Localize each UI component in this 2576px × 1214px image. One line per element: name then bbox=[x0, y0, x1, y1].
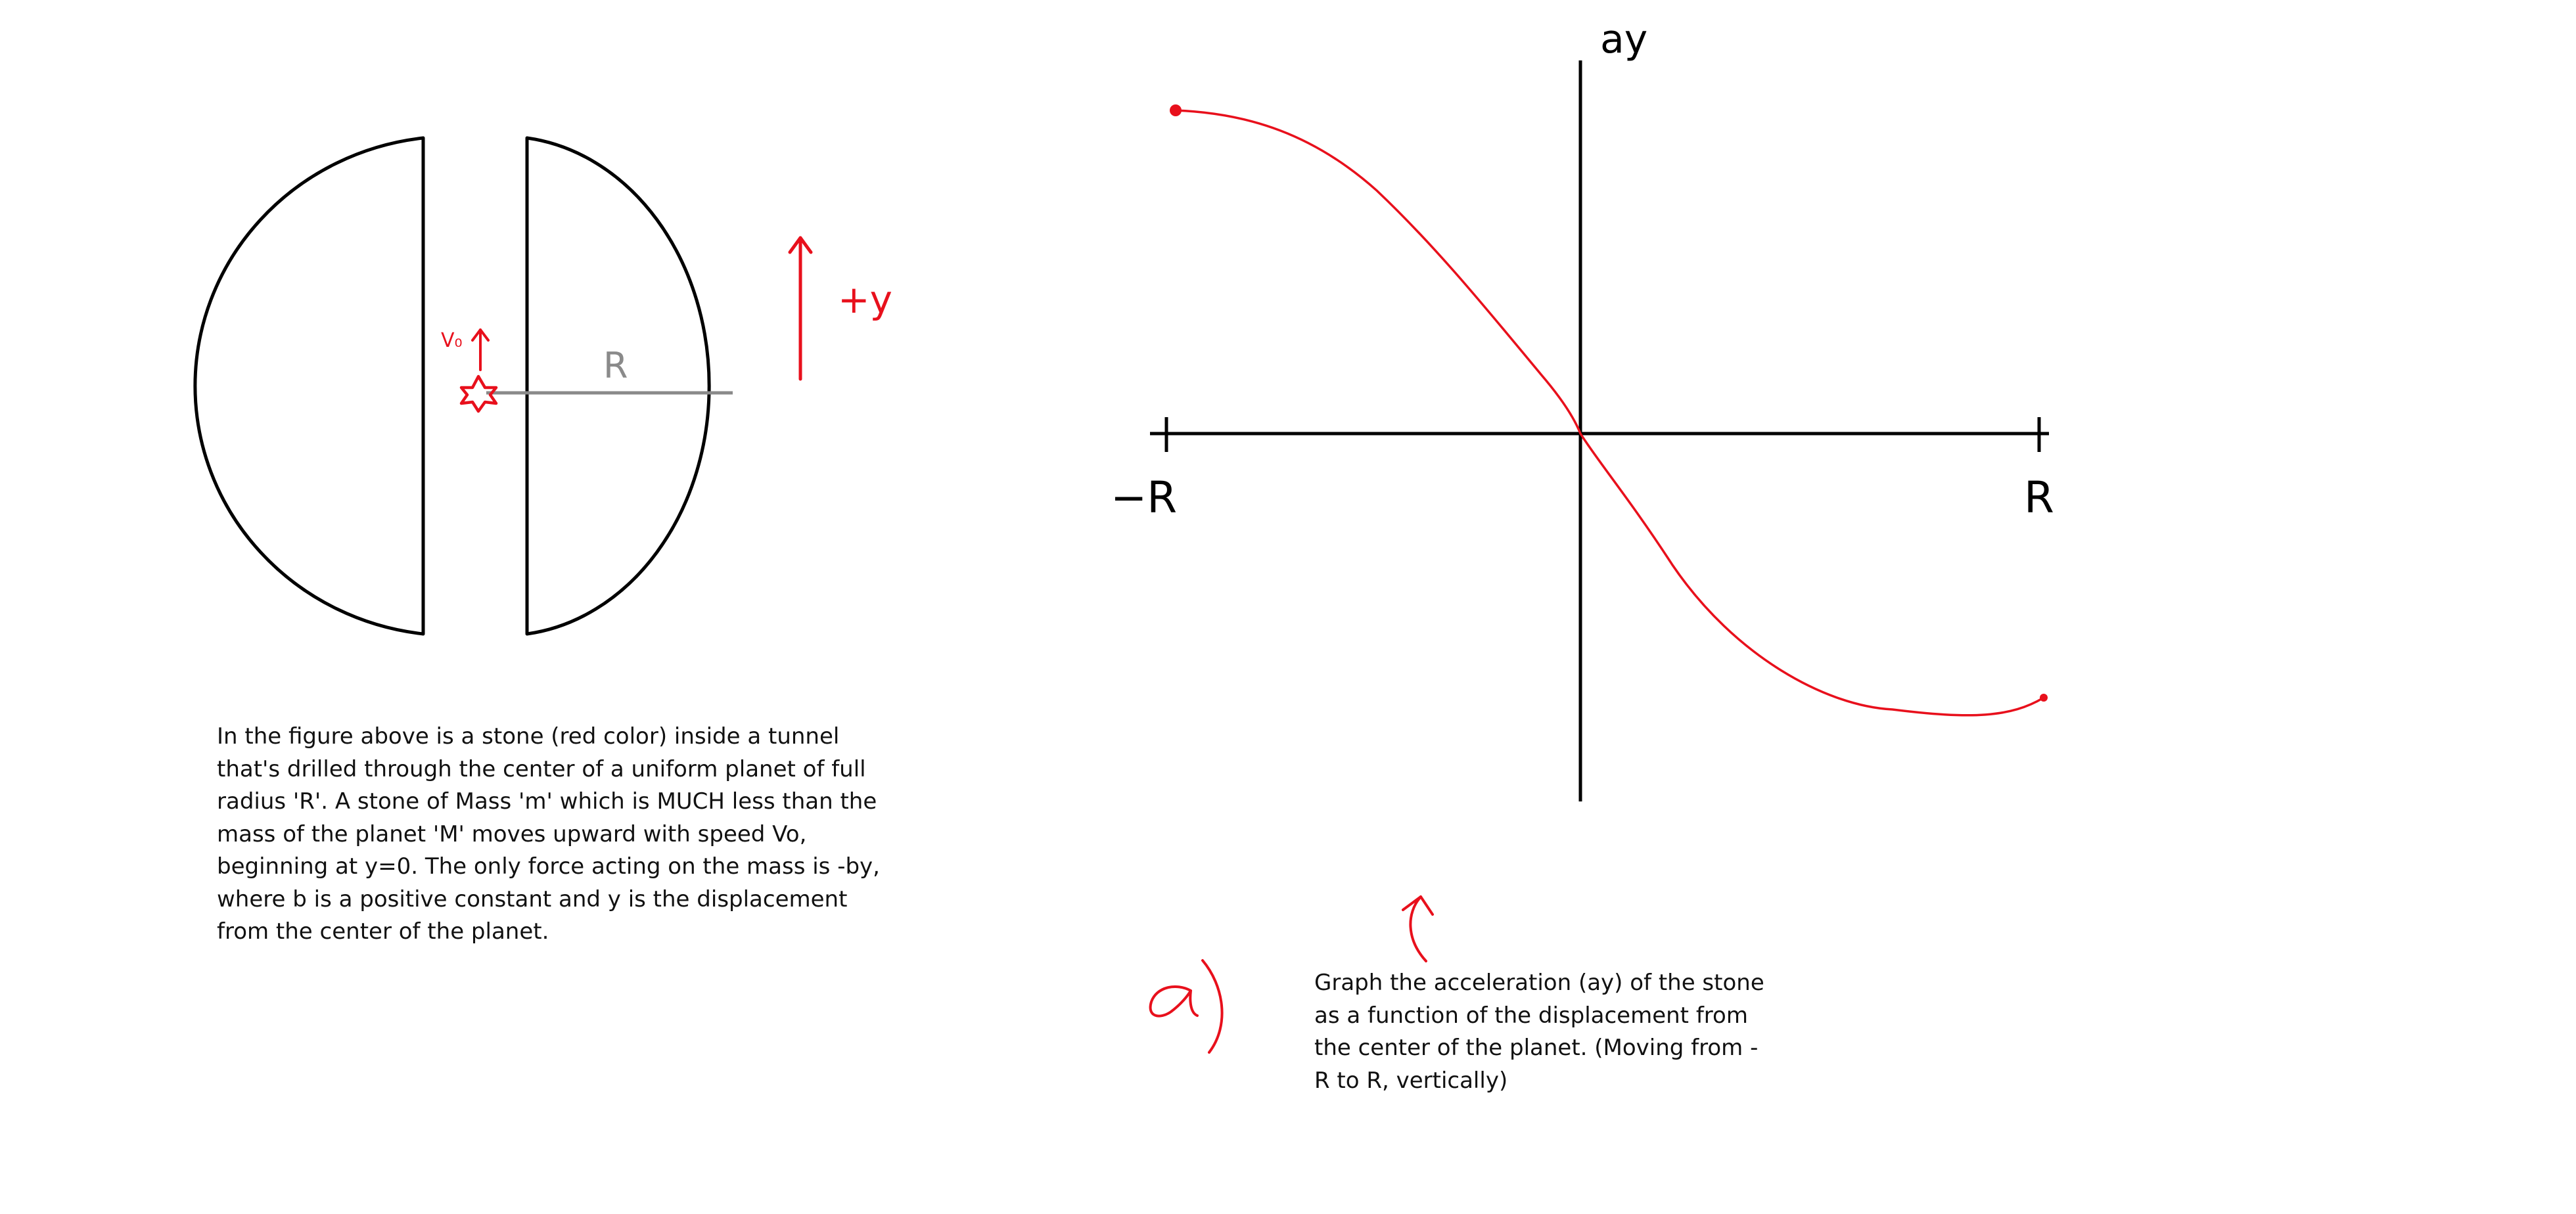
y-axis-label: ay bbox=[1600, 16, 1648, 62]
part-label bbox=[1143, 960, 1222, 1052]
x-max-label: R bbox=[2024, 472, 2054, 523]
y-direction-arrow bbox=[790, 238, 811, 379]
velocity-label: V₀ bbox=[441, 329, 463, 352]
velocity-arrow bbox=[472, 330, 488, 370]
planet-left-half bbox=[195, 138, 423, 634]
acceleration-curve bbox=[1175, 110, 2044, 715]
text-line: from the center of the planet. bbox=[217, 918, 549, 945]
text-line: that's drilled through the center of a uniform planet of full bbox=[217, 755, 866, 782]
direction-label: +y bbox=[838, 277, 892, 322]
text-line: the center of the planet. (Moving from - bbox=[1314, 1035, 1759, 1061]
task-statement bbox=[1314, 967, 1764, 1097]
annotation-arrow bbox=[1403, 897, 1433, 961]
star-icon bbox=[461, 376, 496, 411]
planet-diagram bbox=[195, 138, 892, 634]
radius-label: R bbox=[603, 345, 628, 386]
x-min-label: −R bbox=[1111, 472, 1178, 523]
text-line: Graph the acceleration (ay) of the stone bbox=[1314, 970, 1764, 996]
curve-start-dot bbox=[1170, 104, 1182, 116]
curve-end-dot bbox=[2040, 694, 2048, 702]
acceleration-graph bbox=[1111, 16, 2054, 801]
text-line: beginning at y=0. The only force acting on the mass is -by, bbox=[217, 853, 880, 880]
text-line: R to R, vertically) bbox=[1314, 1067, 1508, 1094]
text-line: mass of the planet 'M' moves upward with speed Vo, bbox=[217, 821, 807, 847]
text-line: In the figure above is a stone (red color) inside a tunnel bbox=[217, 723, 840, 750]
text-line: radius 'R'. A stone of Mass 'm' which is MUCH less than the bbox=[217, 788, 877, 815]
text-line: where b is a positive constant and y is the displacement bbox=[217, 886, 848, 912]
text-line: as a function of the displacement from bbox=[1314, 1002, 1748, 1029]
problem-statement bbox=[217, 721, 880, 949]
